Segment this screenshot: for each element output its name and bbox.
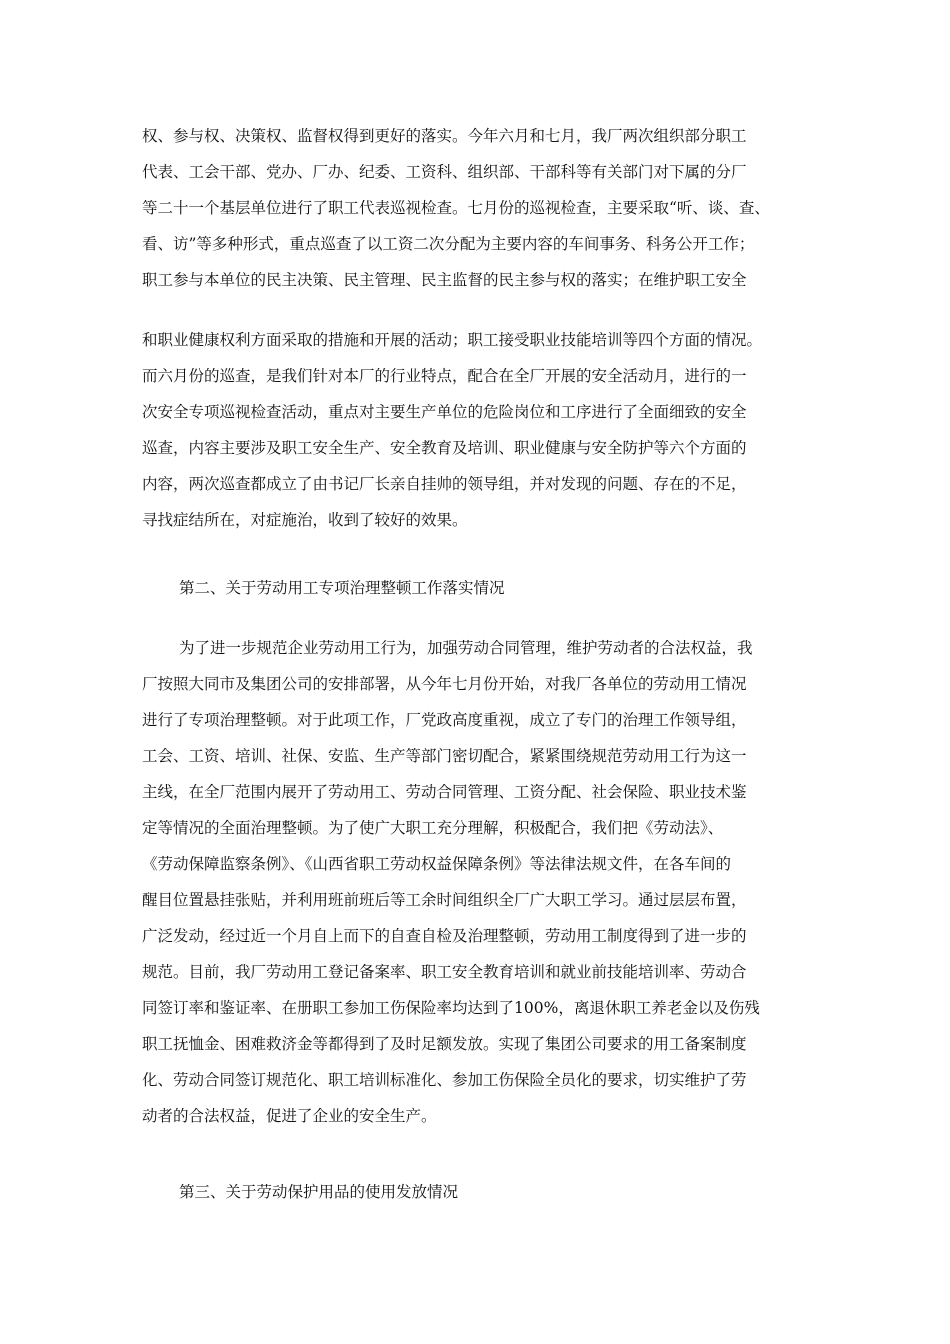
paragraph-line: 主线，在全厂范围内展开了劳动用工、劳动合同管理、工资分配、社会保险、职业技术鉴	[142, 783, 747, 801]
paragraph-line: 动者的合法权益，促进了企业的安全生产。	[142, 1107, 437, 1125]
paragraph-line: 等二十一个基层单位进行了职工代表巡视检查。七月份的巡视检查，主要采取“听、谈、查、	[142, 199, 770, 217]
section-heading: 第三、关于劳动保护用品的使用发放情况	[179, 1183, 459, 1201]
paragraph-line: 看、访”等多种形式，重点巡查了以工资二次分配为主要内容的车间事务、科务公开工作；	[142, 235, 755, 253]
paragraph-line: 定等情况的全面治理整顿。为了使广大职工充分理解，积极配合，我们把《劳动法》、	[142, 819, 724, 837]
paragraph-line: 次安全专项巡视检查活动，重点对主要生产单位的危险岗位和工序进行了全面细致的安全	[142, 403, 747, 421]
paragraph-line: 和职业健康权利方面采取的措施和开展的活动；职工接受职业技能培训等四个方面的情况。	[142, 331, 763, 349]
section-heading-3	[142, 1174, 822, 1210]
paragraph-line: 工会、工资、培训、社保、安监、生产等部门密切配合，紧紧围绕规范劳动用工行为这一	[142, 747, 747, 765]
paragraph-line: 寻找症结所在，对症施治，收到了较好的效果。	[142, 511, 468, 529]
paragraph-line: 规范。目前，我厂劳动用工登记备案率、职工安全教育培训和就业前技能培训率、劳动合	[142, 963, 747, 981]
paragraph-line: 内容，两次巡查都成立了由书记厂长亲自挂帅的领导组，并对发现的问题、存在的不足，	[142, 475, 747, 493]
section-heading-2	[142, 570, 822, 606]
paragraph-line: 醒目位置悬挂张贴，并利用班前班后等工余时间组织全厂广大职工学习。通过层层布置，	[142, 891, 747, 909]
paragraph-line: 权、参与权、决策权、监督权得到更好的落实。今年六月和七月，我厂两次组织部分职工	[142, 127, 747, 145]
paragraph-line: 而六月份的巡查，是我们针对本厂的行业特点，配合在全厂开展的安全活动月，进行的一	[142, 367, 747, 385]
paragraph-line: 代表、工会干部、党办、厂办、纪委、工资科、组织部、干部科等有关部门对下属的分厂	[142, 163, 747, 181]
section-heading: 第二、关于劳动用工专项治理整顿工作落实情况	[179, 579, 505, 597]
paragraph-line: 职工参与本单位的民主决策、民主管理、民主监督的民主参与权的落实；在维护职工安全	[142, 271, 747, 289]
paragraph-line: 为了进一步规范企业劳动用工行为，加强劳动合同管理，维护劳动者的合法权益，我	[179, 639, 753, 657]
paragraph-3	[142, 630, 822, 1134]
paragraph-line: 职工抚恤金、困难救济金等都得到了及时足额发放。实现了集团公司要求的用工备案制度	[142, 1035, 747, 1053]
paragraph-line: 进行了专项治理整顿。对于此项工作，厂党政高度重视，成立了专门的治理工作领导组，	[142, 711, 747, 729]
paragraph-line: 《劳动保障监察条例》、《山西省职工劳动权益保障条例》等法律法规文件，在各车间的	[142, 855, 732, 873]
paragraph-line: 广泛发动，经过近一个月自上而下的自查自检及治理整顿，劳动用工制度得到了进一步的	[142, 927, 747, 945]
paragraph-2	[142, 322, 822, 538]
paragraph-line: 同签订率和鉴证率、在册职工参加工伤保险率均达到了100%，离退休职工养老金以及伤残	[142, 999, 760, 1017]
paragraph-line: 厂按照大同市及集团公司的安排部署，从今年七月份开始，对我厂各单位的劳动用工情况	[142, 675, 747, 693]
paragraph-line: 巡查，内容主要涉及职工安全生产、安全教育及培训、职业健康与安全防护等六个方面的	[142, 439, 747, 457]
paragraph-line: 化、劳动合同签订规范化、职工培训标准化、参加工伤保险全员化的要求，切实维护了劳	[142, 1071, 747, 1089]
paragraph-1	[142, 118, 822, 298]
